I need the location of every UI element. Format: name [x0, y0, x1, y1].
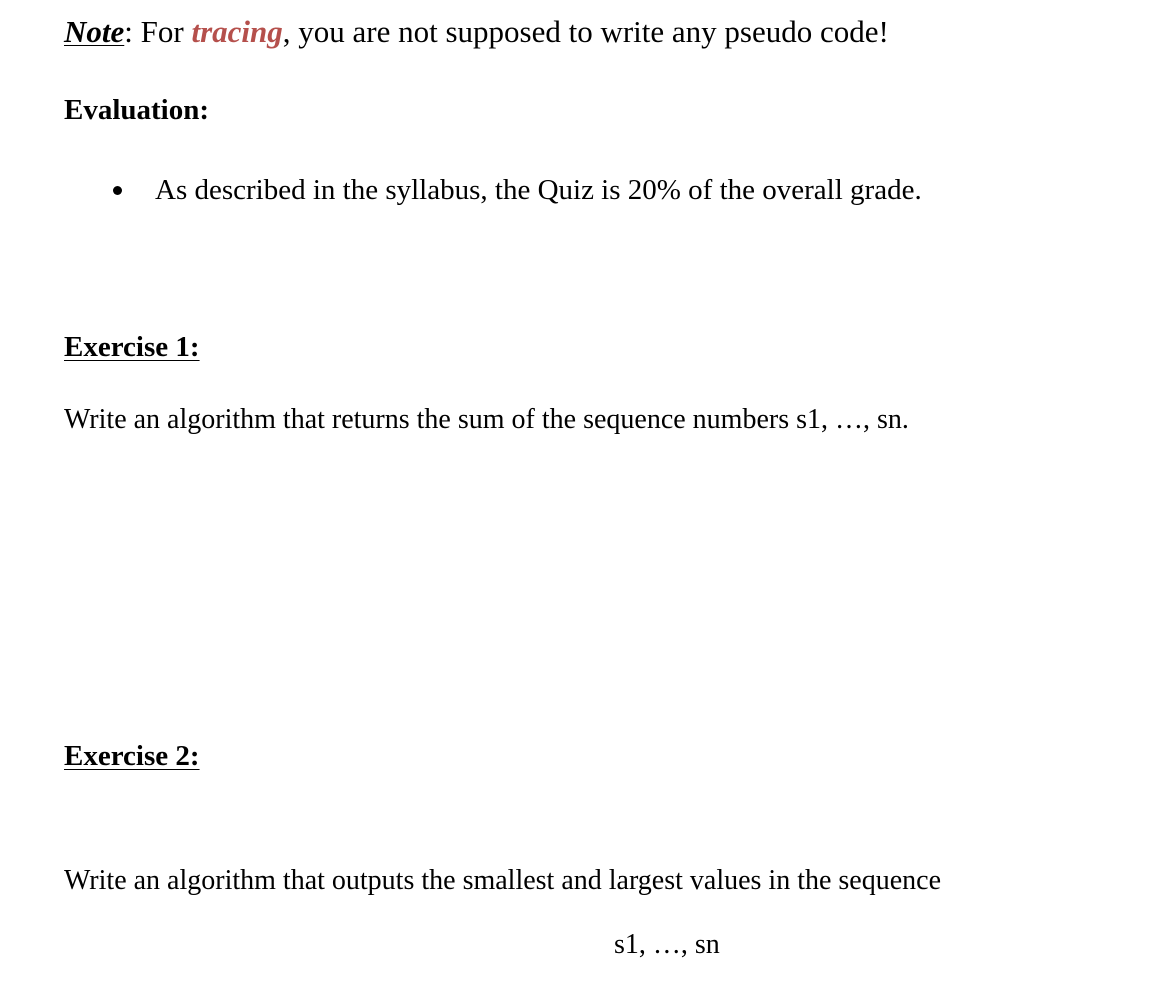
exercise1-heading: Exercise 1:: [64, 331, 200, 363]
note-label: Note: [64, 14, 125, 49]
exercise2-sequence: s1, …, sn: [614, 929, 720, 960]
note-line: [64, 16, 889, 47]
exercise2-text: Write an algorithm that outputs the smallest and largest values in the sequence: [64, 865, 942, 896]
tracing-highlight: tracing: [191, 14, 283, 49]
exercise2-heading: Exercise 2:: [64, 740, 200, 772]
evaluation-bullet-text: As described in the syllabus, the Quiz is 20% of the overall grade.: [155, 174, 922, 206]
note-text-before: : For: [124, 14, 192, 49]
exercise1-text: Write an algorithm that returns the sum of the sequence numbers s1, …, sn.: [64, 404, 909, 435]
note-text-after: , you are not supposed to write any pseudo code!: [282, 14, 889, 49]
bullet-icon: [113, 186, 122, 195]
evaluation-heading: Evaluation:: [64, 94, 210, 126]
